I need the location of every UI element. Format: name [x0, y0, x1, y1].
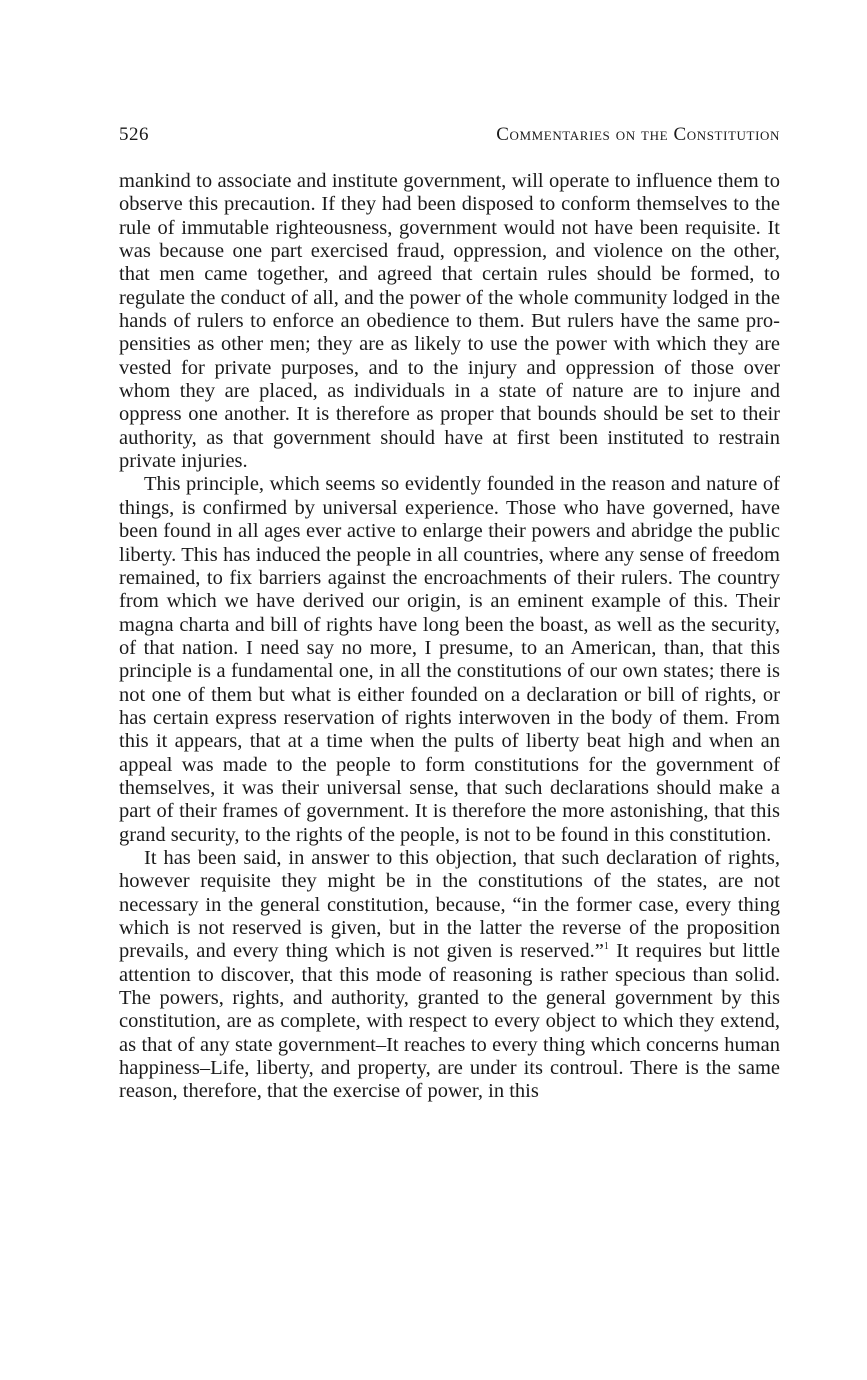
footnote-reference[interactable]: 1 [603, 941, 609, 953]
paragraph-2: This principle, which seems so evidently founded in the reason and nature of things, is confirmed by universal experience. Those who have governed, have been found in all ages ever active to enlarge their powers and abridge the public liberty. This has induced the people in all countries, where any sense of freedom remained, to fix barriers against the encroachments of their rulers. The country from which we have derived our origin, is an eminent example of this. Their magna charta and bill of rights have long been the boast, as well as the security, of that nation. I need say no more, I presume, to an American, than, that this principle is a fundamental one, in all the constitutions of our own states; there is not one of them but what is either founded on a declaration or bill of rights, or has certain express reservation of rights interwoven in the body of them. From this it appears, that at a time when the pults of liberty beat high and when an appeal was made to the people to form constitutions for the government of themselves, it was their universal sense, that such declarations should make a part of their frames of government. It is therefore the more astonishing, that this grand security, to the rights of the people, is not to be found in this constitution. [119, 473, 780, 846]
paragraph-3-part-2: It requires but little attention to discover, that this mode of reasoning is rather specious than solid. The powers, rights, and authority, granted to the general government by this constitution, are as complete, with respect to every object to which they extend, as that of any state government–It reaches to every thing which concerns human happiness–Life, liberty, and property, are under its controul. There is the same reason, therefore, that the exercise of power, in this [119, 940, 780, 1103]
paragraph-1: mankind to associate and institute government, will operate to influence them to observe this precaution. If they had been disposed to conform themselves to the rule of immutable righteousness, government would not have been requisite. It was because one part exercised fraud, oppression, and violence on the other, that men came together, and agreed that certain rules should be formed, to regulate the conduct of all, and the power of the whole community lodged in the hands of rulers to enforce an obedience to them. But rulers have the same propensities as other men; they are as likely to use the power with which they are vested for private purposes, and to the injury and oppression of those over whom they are placed, as individuals in a state of nature are to injure and oppress one another. It is therefore as proper that bounds should be set to their authority, as that government should have at first been instituted to restrain private injuries. [119, 170, 780, 473]
running-head: Commentaries on the Constitution [496, 124, 780, 145]
text-body [119, 170, 780, 1104]
paragraph-3-part-1: It has been said, in answer to this objection, that such declaration of rights, however requisite they might be in the constitutions of the states, are not necessary in the general constitution, because, “in the former case, every thing which is not reserved is given, but in the latter the reverse of the proposition prevails, and every thing which is not given is reserved.” [119, 846, 780, 963]
paragraph-3 [119, 847, 780, 1104]
page-number: 526 [119, 124, 149, 145]
page-header [119, 124, 780, 154]
